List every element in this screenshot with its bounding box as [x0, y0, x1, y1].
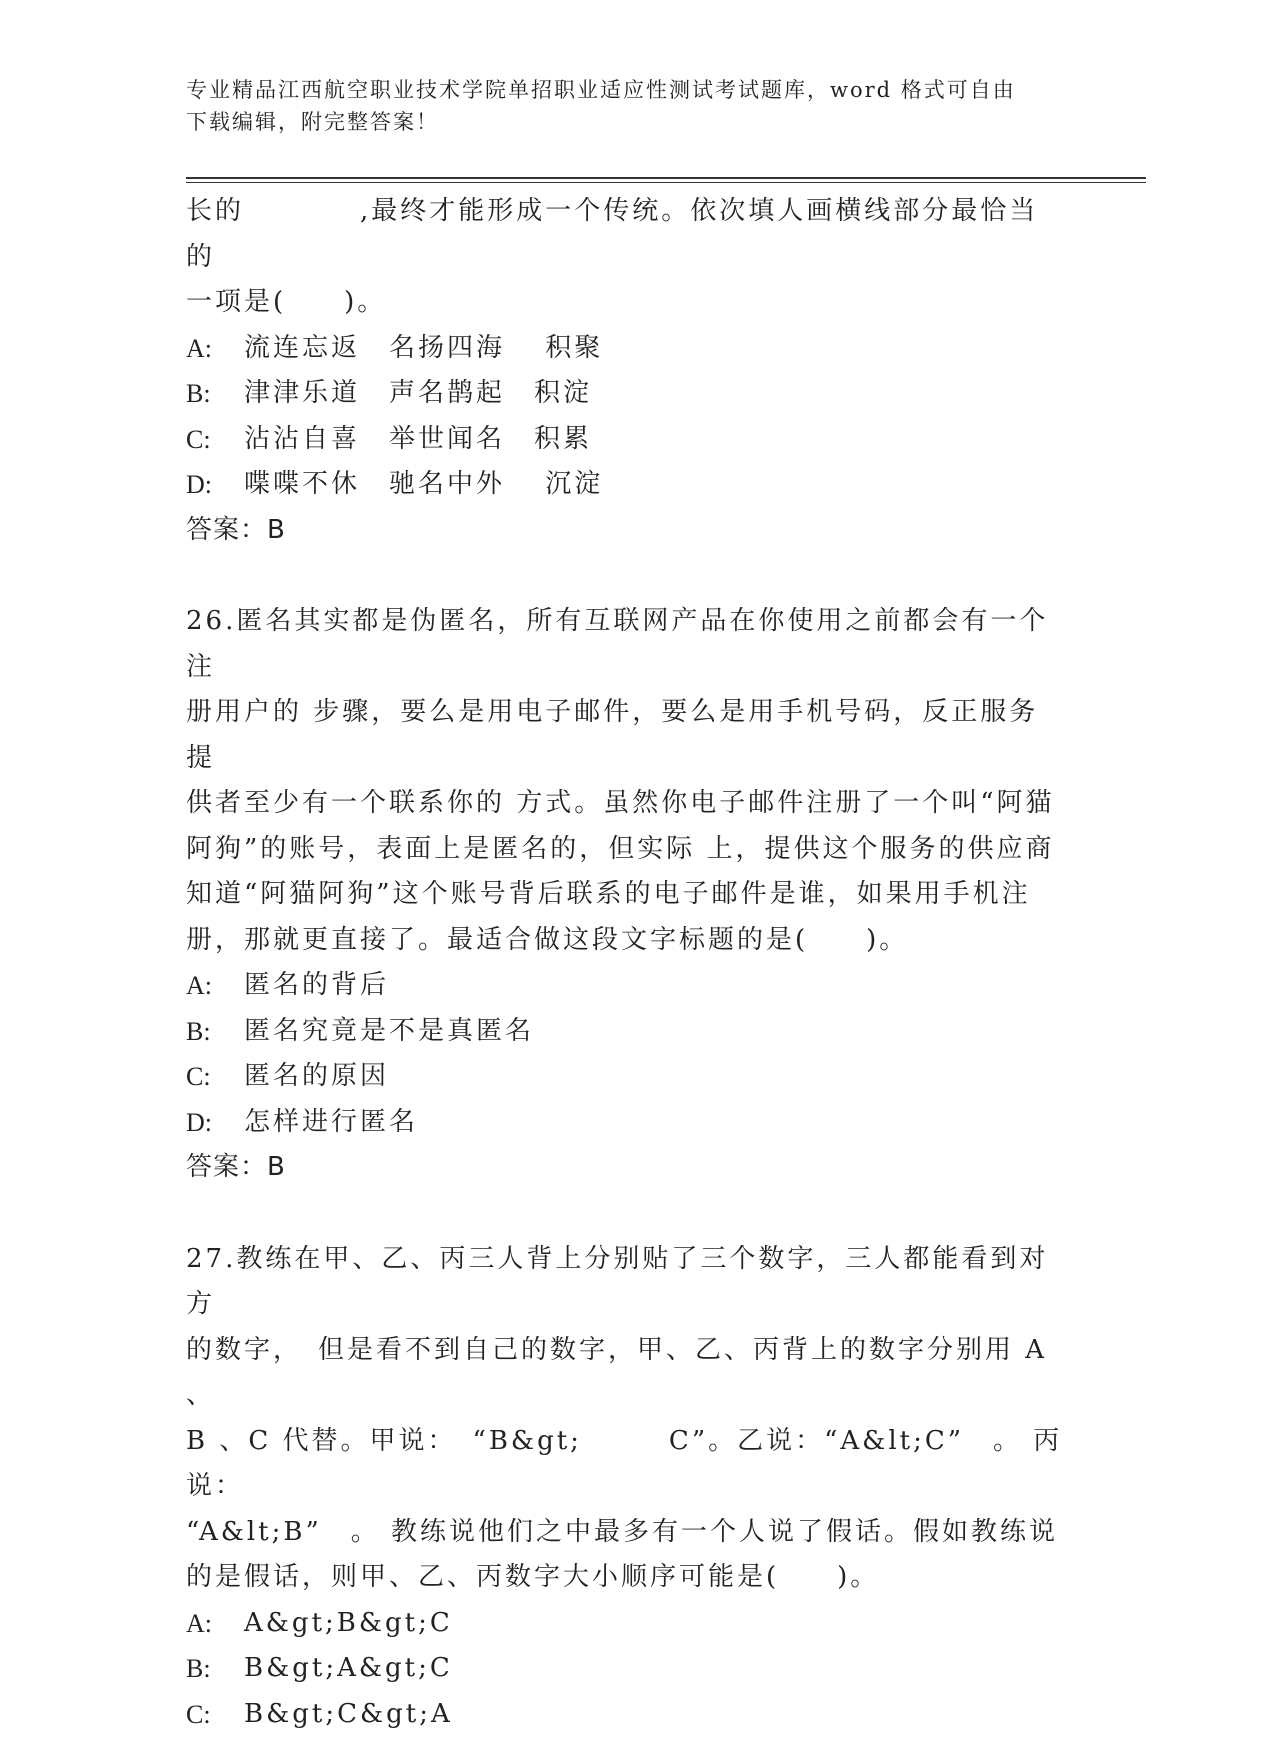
option-key: A: [186, 963, 244, 1009]
option-key: A: [186, 326, 244, 372]
document-body [186, 189, 1066, 1737]
option-text: B&gt;A&gt;C [244, 1646, 453, 1692]
question-stem-line: B 、C 代替。甲说： “B&gt; C”。乙说：“A&lt;C” 。 丙说： [186, 1419, 1066, 1510]
option-text: 津津乐道 声名鹊起 积淀 [244, 371, 592, 417]
question-27 [186, 1237, 1066, 1737]
spacer [186, 553, 1066, 599]
spacer [186, 1191, 1066, 1237]
option-d [186, 1100, 1066, 1146]
option-a [186, 326, 1066, 372]
question-stem-line: 知道“阿猫阿狗”这个账号背后联系的电子邮件是谁，如果用手机注 [186, 872, 1066, 918]
option-text: A&gt;B&gt;C [244, 1601, 453, 1647]
option-a [186, 963, 1066, 1009]
question-stem-line: 的数字， 但是看不到自己的数字，甲、乙、丙背上的数字分别用 A 、 [186, 1328, 1066, 1419]
answer-line: 答案：B [186, 508, 1066, 554]
option-text: 沾沾自喜 举世闻名 积累 [244, 417, 592, 463]
option-b [186, 1009, 1066, 1055]
option-c [186, 1692, 1066, 1737]
question-stem-line: 册，那就更直接了。最适合做这段文字标题的是( )。 [186, 918, 1066, 964]
header-line-1: 专业精品江西航空职业技术学院单招职业适应性测试考试题库，word 格式可自由 [186, 74, 1066, 106]
option-key: C: [186, 1054, 244, 1100]
option-c [186, 417, 1066, 463]
option-key: D: [186, 462, 244, 508]
answer-line: 答案：B [186, 1145, 1066, 1191]
option-key: A: [186, 1601, 244, 1647]
option-text: 匿名的背后 [244, 963, 389, 1009]
question-26 [186, 599, 1066, 1191]
option-key: B: [186, 1646, 244, 1692]
question-stem-line: 的是假话，则甲、乙、丙数字大小顺序可能是( )。 [186, 1555, 1066, 1601]
question-stem-line: 一项是( )。 [186, 280, 1066, 326]
question-stem-line: 供者至少有一个联系你的 方式。虽然你电子邮件注册了一个叫“阿猫 [186, 781, 1066, 827]
option-d [186, 462, 1066, 508]
option-key: C: [186, 417, 244, 463]
question-stem-line: 阿狗”的账号，表面上是匿名的，但实际 上，提供这个服务的供应商 [186, 827, 1066, 873]
header-divider-thin [186, 182, 1146, 183]
option-text: 流连忘返 名扬四海 积聚 [244, 326, 603, 372]
question-stem-line: 26.匿名其实都是伪匿名，所有互联网产品在你使用之前都会有一个注 [186, 599, 1066, 690]
option-b [186, 1646, 1066, 1692]
question-stem-line: 册用户的 步骤，要么是用电子邮件，要么是用手机号码，反正服务提 [186, 690, 1066, 781]
option-text: 喋喋不休 驰名中外 沉淀 [244, 462, 603, 508]
question-25 [186, 189, 1066, 553]
option-text: 匿名的原因 [244, 1054, 389, 1100]
option-c [186, 1054, 1066, 1100]
option-text: 怎样进行匿名 [244, 1100, 418, 1146]
option-a [186, 1601, 1066, 1647]
header-divider-thick [186, 177, 1146, 179]
option-key: D: [186, 1100, 244, 1146]
option-key: C: [186, 1692, 244, 1737]
question-stem-line: 27.教练在甲、乙、丙三人背上分别贴了三个数字，三人都能看到对方 [186, 1237, 1066, 1328]
option-text: B&gt;C&gt;A [244, 1692, 453, 1737]
option-b [186, 371, 1066, 417]
option-key: B: [186, 1009, 244, 1055]
page-header [186, 74, 1066, 138]
header-line-2: 下载编辑，附完整答案！ [186, 106, 1066, 138]
option-key: B: [186, 371, 244, 417]
option-text: 匿名究竟是不是真匿名 [244, 1009, 534, 1055]
question-stem-line: “A&lt;B” 。 教练说他们之中最多有一个人说了假话。假如教练说 [186, 1510, 1066, 1556]
question-stem-line: 长的 ,最终才能形成一个传统。依次填人画横线部分最恰当的 [186, 189, 1066, 280]
